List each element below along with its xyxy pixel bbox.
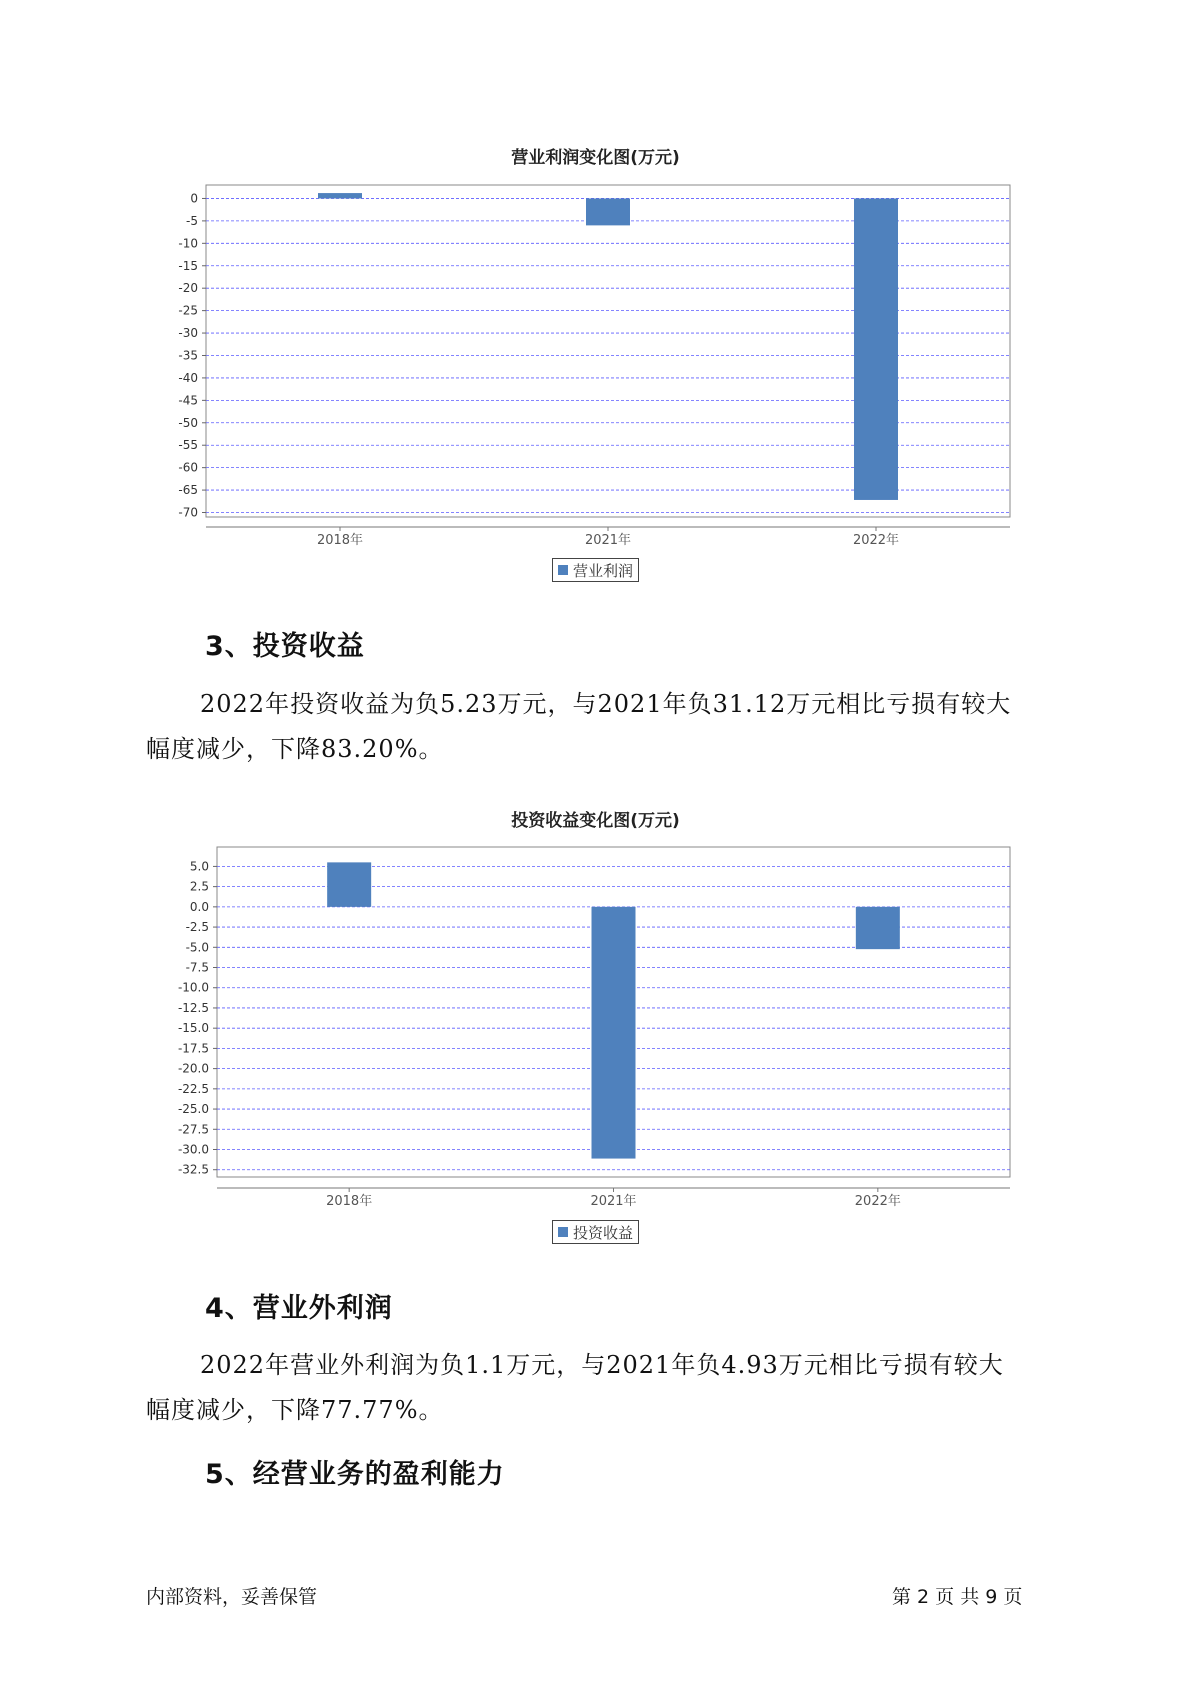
y-tick-label: -20 (178, 281, 198, 296)
y-tick-label: -50 (178, 415, 198, 430)
y-tick-label: -25.0 (177, 1102, 209, 1117)
legend-label: 投资收益 (573, 1223, 634, 1242)
y-tick-label: 0.0 (189, 899, 209, 914)
footer-page-number: 第 2 页 共 9 页 (892, 1586, 1023, 1608)
y-tick-label: 2.5 (189, 879, 209, 894)
y-tick-label: -32.5 (177, 1162, 209, 1177)
paragraph-line: 2022年投资收益为负5.23万元，与2021年负31.12万元相比亏损有较大 (200, 690, 1012, 718)
section-heading: 4、营业外利润 (205, 1293, 393, 1324)
y-tick-label: -17.5 (177, 1041, 209, 1056)
y-tick-label: -2.5 (185, 920, 209, 935)
y-tick-label: -15 (178, 258, 198, 273)
y-tick-label: -55 (178, 438, 198, 453)
y-tick-label: 5.0 (189, 859, 209, 874)
y-tick-label: -10 (178, 236, 198, 251)
x-tick-label: 2022年 (852, 533, 900, 548)
y-tick-label: -15.0 (177, 1021, 209, 1036)
section-paragraph (146, 1343, 1056, 1433)
x-tick-label: 2021年 (590, 1194, 637, 1209)
y-tick-label: -30 (178, 326, 198, 341)
y-tick-label: -30.0 (177, 1142, 209, 1157)
y-tick-label: -5 (186, 213, 198, 228)
bar (592, 907, 636, 1159)
y-tick-label: -5.0 (185, 940, 209, 955)
legend-label: 营业利润 (573, 561, 634, 580)
y-tick-label: -7.5 (185, 960, 209, 975)
y-tick-label: -10.0 (177, 980, 209, 995)
y-tick-label: -40 (178, 370, 198, 385)
chart-title: 营业利润变化图(万元) (511, 148, 680, 168)
chart-title: 投资收益变化图(万元) (511, 811, 680, 831)
y-tick-label: -60 (178, 460, 198, 475)
x-tick-label: 2018年 (316, 533, 364, 548)
y-tick-label: -65 (178, 483, 198, 498)
x-tick-label: 2022年 (854, 1194, 901, 1209)
legend-swatch (558, 1227, 568, 1237)
y-tick-label: -70 (178, 505, 198, 520)
y-tick-label: -25 (178, 303, 198, 318)
x-tick-label: 2021年 (584, 533, 632, 548)
y-tick-label: -22.5 (177, 1081, 209, 1096)
footer-confidential-note: 内部资料，妥善保管 (146, 1586, 318, 1608)
y-tick-label: -12.5 (177, 1000, 209, 1015)
bar (856, 907, 900, 949)
y-tick-label: -45 (178, 393, 198, 408)
section-heading: 5、经营业务的盈利能力 (205, 1459, 505, 1490)
section-heading: 3、投资收益 (205, 631, 365, 662)
bar (327, 862, 371, 906)
y-tick-label: 0 (190, 191, 198, 206)
paragraph-line: 幅度减少，下降83.20%。 (146, 735, 444, 763)
paragraph-line: 2022年营业外利润为负1.1万元，与2021年负4.93万元相比亏损有较大 (200, 1351, 1004, 1379)
chart-legend (552, 1220, 639, 1244)
x-tick-label: 2018年 (326, 1194, 373, 1209)
paragraph-line: 幅度减少，下降77.77%。 (146, 1396, 444, 1424)
y-tick-label: -35 (178, 348, 198, 363)
y-tick-label: -20.0 (177, 1061, 209, 1076)
y-tick-label: -27.5 (177, 1122, 209, 1137)
